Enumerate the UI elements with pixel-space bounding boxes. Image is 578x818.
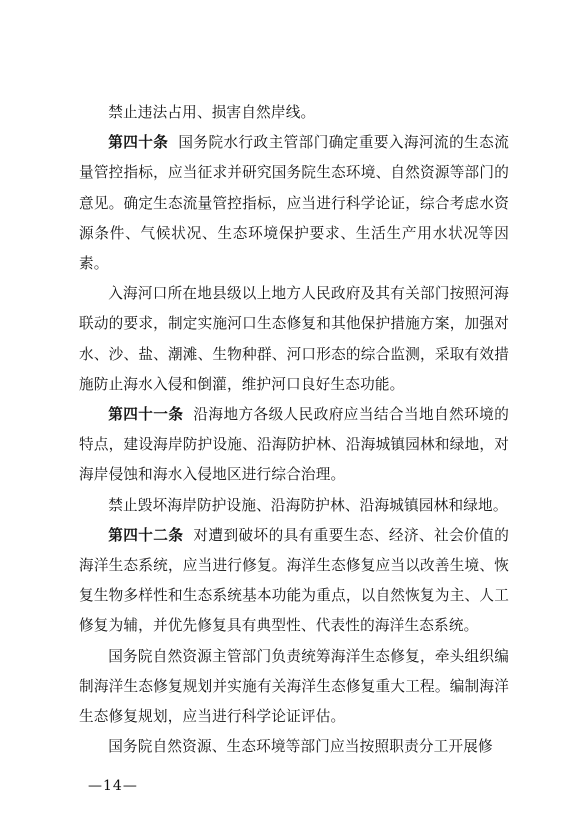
paragraph-1	[79, 98, 509, 128]
paragraph-8	[79, 732, 509, 762]
article-40-paragraph	[79, 128, 509, 279]
paragraph-text: 国务院水行政主管部门确定重要入海河流的生态流量管控指标，应当征求并研究国务院生态环境、自然资源等部门的意见。确定生态流量管控指标，应当进行科学论证，综合考虑水资源条件、气候状况、生态环境保护要求、生活生产用水状况等因素。	[79, 134, 509, 273]
paragraph-text: 沿海地方各级人民政府应当结合当地自然环境的特点，建设海岸防护设施、沿海防护林、沿海城镇园林和绿地，对海岸侵蚀和海水入侵地区进行综合治理。	[79, 406, 509, 484]
paragraph-7	[79, 642, 509, 733]
paragraph-text: 入海河口所在地县级以上地方人民政府及其有关部门按照河海联动的要求，制定实施河口生态修复和其他保护措施方案，加强对水、沙、盐、潮滩、生物种群、河口形态的综合监测，采取有效措施防止海水入侵和倒灌，维护河口良好生态功能。	[79, 285, 509, 393]
paragraph-5	[79, 491, 509, 521]
paragraph-text: 国务院自然资源、生态环境等部门应当按照职责分工开展修	[108, 738, 493, 756]
article-label: 第四十条	[108, 134, 169, 152]
article-42-paragraph	[79, 521, 509, 642]
article-label: 第四十一条	[108, 406, 184, 424]
paragraph-text: 国务院自然资源主管部门负责统筹海洋生态修复，牵头组织编制海洋生态修复规划并实施有关海洋生态修复重大工程。编制海洋生态修复规划，应当进行科学论证评估。	[79, 647, 509, 726]
paragraph-text: 对遭到破坏的具有重要生态、经济、社会价值的海洋生态系统，应当进行修复。海洋生态修复应当以改善生境、恢复生物多样性和生态系统基本功能为重点，以自然恢复为主、人工修复为辅，并优先修复具有典型性、代表性的海洋生态系统。	[79, 526, 509, 635]
paragraph-text: 禁止毁坏海岸防护设施、沿海防护林、沿海城镇园林和绿地。	[108, 496, 508, 514]
paragraph-3	[79, 279, 509, 400]
article-41-paragraph	[79, 400, 509, 491]
paragraph-text: 禁止违法占用、损害自然岸线。	[108, 104, 316, 121]
document-body	[79, 98, 509, 762]
page-number: —14—	[88, 778, 138, 794]
article-label: 第四十二条	[108, 526, 184, 544]
